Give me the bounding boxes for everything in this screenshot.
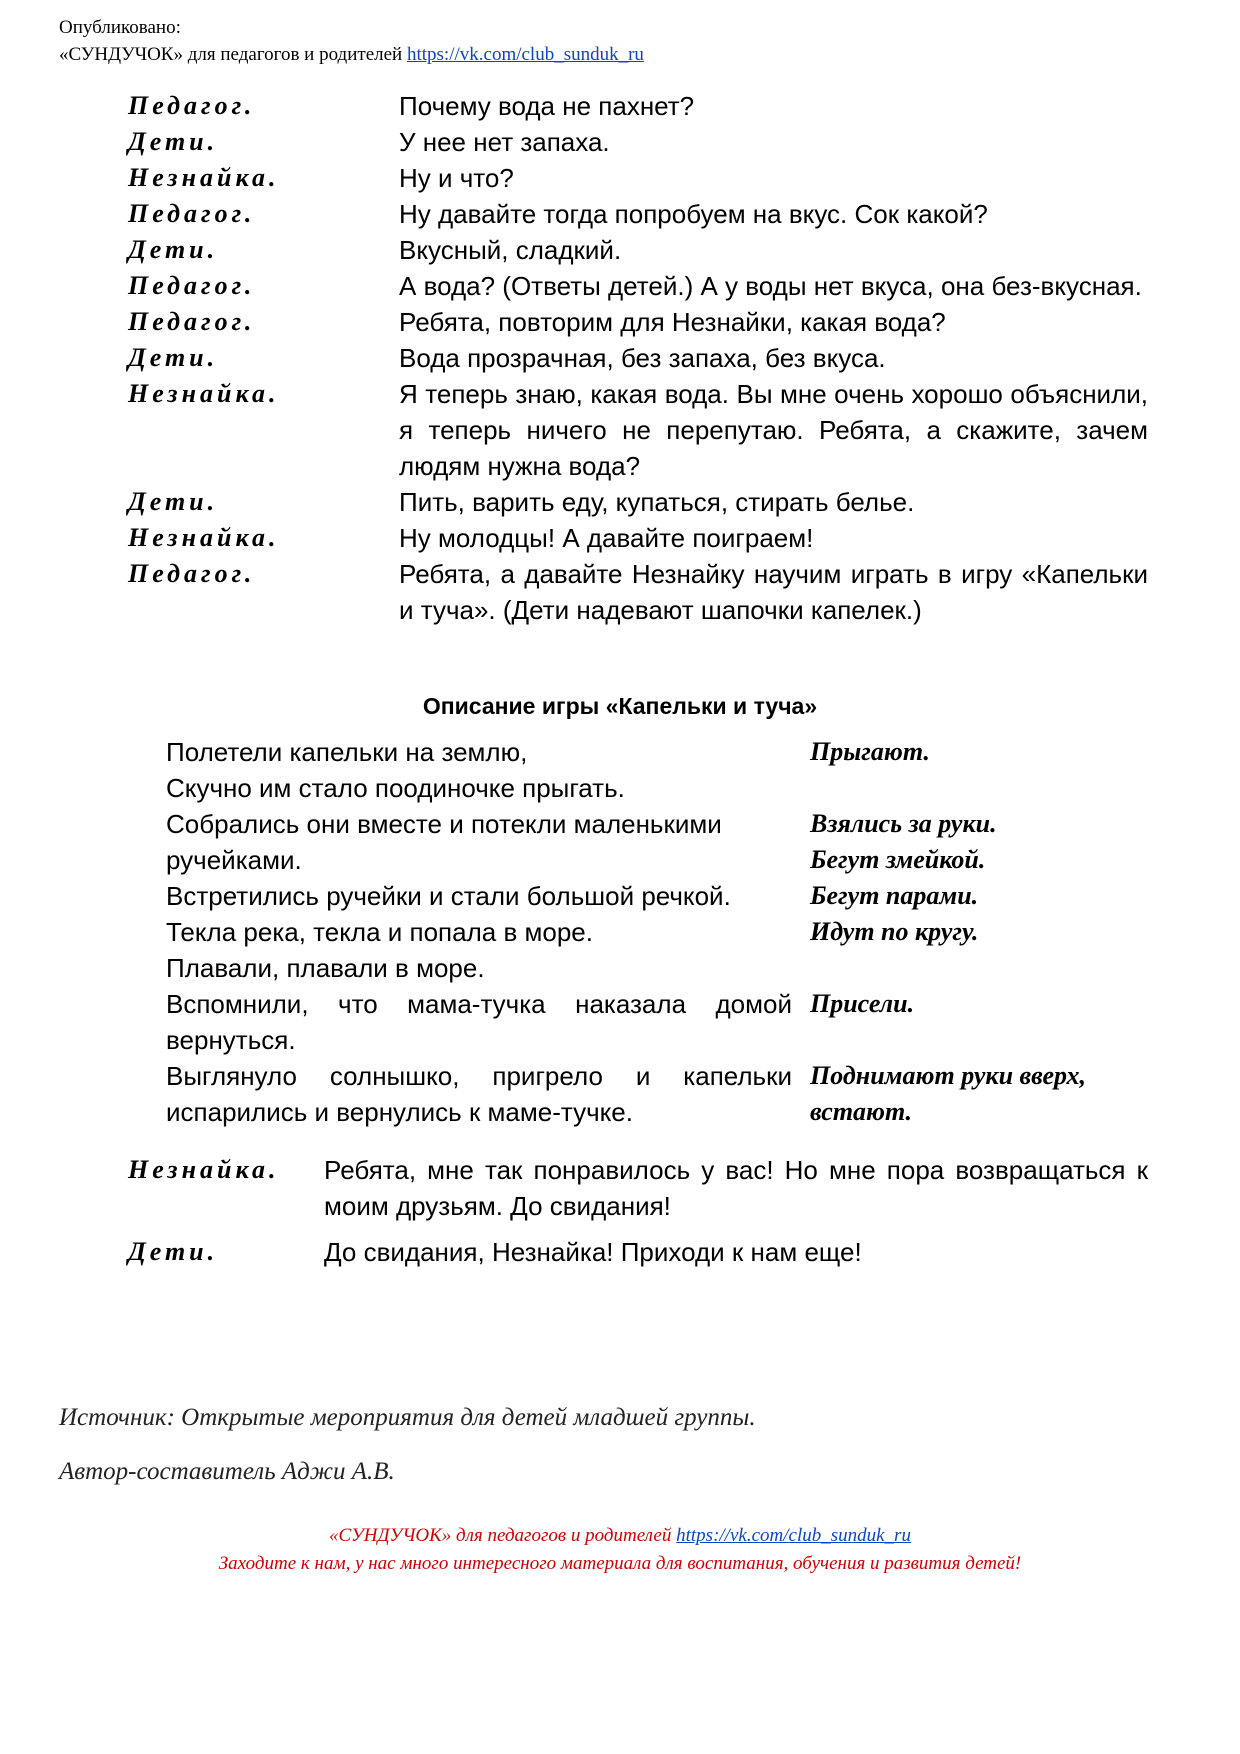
speaker-label: Незнайка. [128,523,280,552]
game-text: Вспомнили, что мама-тучка наказала домой вернуться. [166,989,792,1055]
game-action: Поднимают руки вверх, встают. [810,1061,1086,1126]
game-action: Прыгают. [810,737,930,766]
speaker-label: Дети. [128,127,219,156]
game-text: Текла река, текла и попала в море. [166,917,593,947]
game-row [166,950,1086,986]
speaker-label: Дети. [128,343,219,372]
speaker-label: Дети. [128,235,219,264]
dialog-line: Ну молодцы! А давайте поиграем! [399,523,814,553]
game-action: Присели. [810,989,915,1018]
header-group-line [59,41,644,68]
game-text: ручейками. [166,845,302,875]
game-action: Взялись за руки. [810,809,997,838]
footer-invite: Заходите к нам, у нас много интересного материала для воспитания, обучения и развития детей! [218,1553,1022,1574]
footer-group-text: «СУНДУЧОК» для педагогов и родителей [329,1525,672,1546]
game-row [166,914,1086,950]
speaker-label: Педагог. [128,271,256,300]
dialog-row [128,556,1148,628]
dialog-line: Ну и что? [399,163,514,193]
dialog-row [128,88,1148,124]
dialog-line: У нее нет запаха. [399,127,610,157]
dialog-line: Вкусный, сладкий. [399,235,622,265]
dialog-line: Пить, варить еду, купаться, стирать белье. [399,487,915,517]
speaker-label: Педагог. [128,199,256,228]
dialog-line: А вода? (Ответы детей.) А у воды нет вкуса, она без-вкусная. [399,271,1142,301]
speaker-label: Педагог. [128,91,256,120]
game-action: Бегут змейкой. [810,845,986,874]
dialog-line: Ребята, а давайте Незнайку научим играть в игру «Капельки и туча». (Дети надевают шапочки капелек.) [399,559,1148,625]
speaker-label: Педагог. [128,307,256,336]
game-title: Описание игры «Капельки и туча» [422,693,818,719]
dialog-line: До свидания, Незнайка! Приходи к нам еще! [324,1237,862,1267]
dialog-block [128,88,1148,628]
speaker-label: Незнайка. [128,163,280,192]
dialog-row [128,196,1148,232]
dialog-line: Ребята, мне так понравилось у вас! Но мне пора возвращаться к моим друзьям. До свидания! [324,1155,1148,1221]
dialog-row [128,160,1148,196]
game-text: Встретились ручейки и стали большой речкой. [166,881,731,911]
dialog-row [128,232,1148,268]
dialog-row [128,376,1148,484]
source-line: Источник: Открытые мероприятия для детей младшей группы. [59,1404,756,1431]
game-row [166,878,1086,914]
game-row [166,1058,1086,1130]
speaker-label: Дети. [128,487,219,516]
game-text: Собрались они вместе и потекли маленькими [166,809,722,839]
footer-group-line [0,1522,1240,1550]
dialog-line: Почему вода не пахнет? [399,91,695,121]
game-row [166,986,1086,1058]
author-line: Автор-составитель Аджи А.В. [59,1458,395,1485]
dialog-row [128,520,1148,556]
dialog-row [128,268,1148,304]
game-row [166,842,1086,878]
game-description [166,734,1086,1130]
game-action [792,770,1086,806]
dialog-line: Вода прозрачная, без запаха, без вкуса. [399,343,886,373]
game-action: Бегут парами. [810,881,979,910]
speaker-label: Незнайка. [128,1155,280,1184]
game-row [166,734,1086,770]
game-row [166,806,1086,842]
dialog-row [128,124,1148,160]
game-row [166,770,1086,806]
game-text: Плавали, плавали в море. [166,953,485,983]
dialog-line: Я теперь знаю, какая вода. Вы мне очень хорошо объяснили, я теперь ничего не перепутаю. Ребята, а скажите, зачем людям нужна вода? [399,379,1148,481]
dialog-row [128,304,1148,340]
published-label: Опубликовано: [59,17,181,38]
header-group-link[interactable]: https://vk.com/club_sunduk_ru [406,44,644,65]
dialog-row [128,340,1148,376]
game-action [792,950,1086,986]
footer-group-link[interactable]: https://vk.com/club_sunduk_ru [676,1525,911,1546]
speaker-label: Незнайка. [128,379,280,408]
header-group-text: «СУНДУЧОК» для педагогов и родителей [59,44,403,65]
dialog-row [128,1152,1148,1224]
dialog-end-block [128,1152,1148,1280]
game-text: Полетели капельки на землю, [166,737,528,767]
page-footer [0,1522,1240,1578]
dialog-line: Ну давайте тогда попробуем на вкус. Сок какой? [399,199,988,229]
speaker-label: Дети. [128,1237,219,1266]
speaker-label: Педагог. [128,559,256,588]
dialog-line: Ребята, повторим для Незнайки, какая вода? [399,307,946,337]
game-text: Выглянуло солнышко, пригрело и капельки испарились и вернулись к маме-тучке. [166,1061,792,1127]
game-action: Идут по кругу. [810,917,979,946]
dialog-row [128,484,1148,520]
game-text: Скучно им стало поодиночке прыгать. [166,773,625,803]
page-header [59,14,644,68]
dialog-row [128,1234,1148,1270]
